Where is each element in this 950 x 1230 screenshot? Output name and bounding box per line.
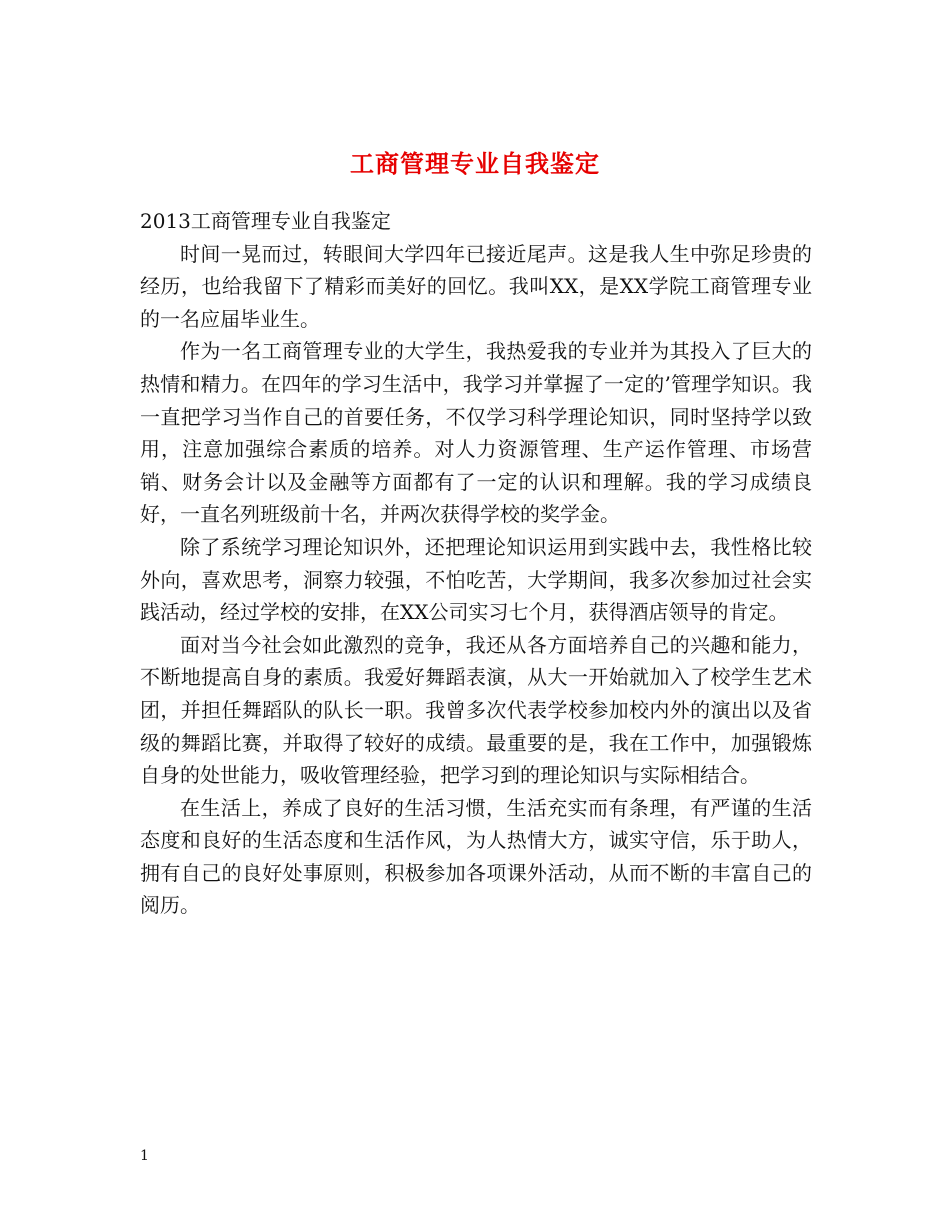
document-subtitle: 2013工商管理专业自我鉴定 [140,209,391,233]
document-title: 工商管理专业自我鉴定 [350,149,600,179]
paragraph-life: 在生活上，养成了良好的生活习惯，生活充实而有条理，有严谨的生活态度和良好的生活态度和生活作风，为人热情大方，诚实守信，乐于助人，拥有自己的良好处事原则，积极参加各项课外活动，从而不断的丰富自己的阅历。 [140,795,812,918]
paragraph-practice: 除了系统学习理论知识外，还把理论知识运用到实践中去，我性格比较外向，喜欢思考，洞察力较强，不怕吃苦，大学期间，我多次参加过社会实践活动，经过学校的安排，在XX公司实习七个月，获得酒店领导的肯定。 [140,534,812,625]
paragraph-intro: 时间一晃而过，转眼间大学四年已接近尾声。这是我人生中弥足珍贵的经历，也给我留下了精彩而美好的回忆。我叫XX，是XX学院工商管理专业的一名应届毕业生。 [140,241,812,331]
paragraph-study: 作为一名工商管理专业的大学生，我热爱我的专业并为其投入了巨大的热情和精力。在四年的学习生活中，我学习并掌握了一定的’管理学知识。我一直把学习当作自己的首要任务，不仅学习科学理论知识，同时坚持学以致用，注意加强综合素质的培养。对人力资源管理、生产运作管理、市场营销、财务会计以及金融等方面都有了一定的认识和理解。我的学习成绩良好，一直名列班级前十名，并两次获得学校的奖学金。 [140,339,812,527]
paragraph-abilities: 面对当今社会如此激烈的竞争，我还从各方面培养自己的兴趣和能力，不断地提高自身的素质。我爱好舞蹈表演，从大一开始就加入了校学生艺术团，并担任舞蹈队的队长一职。我曾多次代表学校参加校内外的演出以及省级的舞蹈比赛，并取得了较好的成绩。最重要的是，我在工作中，加强锻炼自身的处世能力，吸收管理经验，把学习到的理论知识与实际相结合。 [140,632,812,788]
page-number: 1 [140,1148,149,1164]
document-body [140,205,812,922]
